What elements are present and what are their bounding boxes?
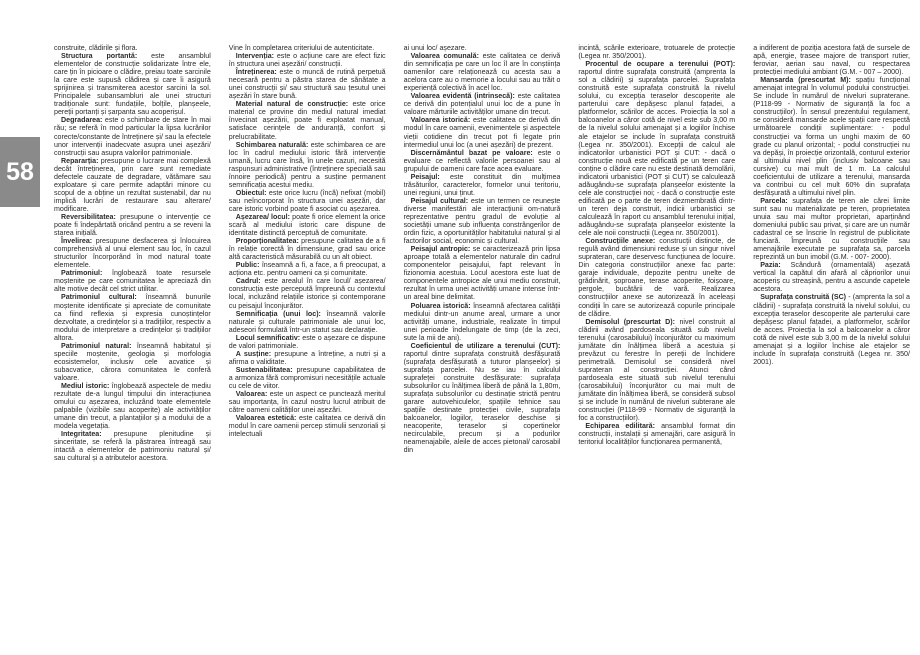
glossary-definition: este calitatea ce derivă din semnificația pe care un loc îl are în conștiința oamenilor care relaționează cu acesta sau a acelora care au o memorie a locului sau au trăit o experiență colectivă în acel loc. — [403, 52, 561, 93]
glossary-term: Pazia: — [760, 261, 781, 270]
text-column-4 — [578, 44, 735, 648]
text-column-1 — [54, 44, 211, 648]
glossary-definition: este orice lucru (încă) nefixat (mobil) sau neîncorporat în structura unei așezări, dar care istoric vorbind poate fi asociat cu așezarea. — [228, 188, 386, 213]
page-number-tab — [0, 137, 40, 207]
glossary-entry — [404, 52, 561, 92]
glossary-term: Patrimoniul cultural: — [61, 293, 137, 302]
glossary-term: Peisajul: — [410, 172, 440, 181]
text-column-5 — [753, 44, 910, 648]
page-number: 58 — [6, 157, 34, 186]
glossary-term: Patrimoniul: — [61, 269, 103, 278]
glossary-term: Patrimoniul natural: — [61, 341, 132, 350]
glossary-definition: este o așezare ce dispune de valori patrimoniale. — [228, 333, 386, 350]
glossary-definition: a indiferent de poziția acestora față de sursele de apă, energie, trasee majore de transport rutier, feroviar, aerian sau naval, cu respectarea protecției mediului ambiant (G.M. - 007 – 2000). — [753, 44, 910, 77]
glossary-entry — [229, 350, 386, 366]
glossary-term: Sustenabilitatea: — [235, 365, 293, 374]
glossary-term: Valoarea comunală: — [410, 52, 479, 61]
glossary-entry — [229, 390, 386, 414]
glossary-entry — [229, 141, 386, 189]
glossary-term: Semnificația (unui loc): — [235, 309, 321, 318]
glossary-definition: presupune o lucrare mai complexă decât întreținerea, prin care sunt remediate defectele cauzate de degradare, vătămare sau exploatare și care permite adaptări minore cu scopul de a obține un rezultat sustenabil, dar nu implică lucrări de restaurare sau alterare/ modificare. — [54, 156, 211, 213]
glossary-entry — [404, 44, 561, 52]
glossary-term: Schimbarea naturală: — [235, 140, 309, 149]
glossary-term: Intervenția: — [235, 52, 275, 61]
text-column-3 — [404, 44, 561, 648]
glossary-entry — [404, 197, 561, 245]
glossary-entry — [54, 293, 211, 341]
glossary-entry — [229, 52, 386, 68]
glossary-definition: construite, clădirile și flora. — [54, 44, 138, 52]
glossary-entry — [229, 213, 386, 237]
glossary-term: Integritatea: — [61, 430, 102, 439]
glossary-term: Procentul de ocupare a terenului (POT): — [585, 60, 736, 69]
glossary-term: Repararția: — [61, 156, 99, 165]
glossary-definition: este arealul în care locul/ așezarea/ construcția este percepută împreună cu contextul local, incluzând relațiile istorice și contemporane cu peisajul înconjurător. — [228, 277, 386, 310]
glossary-entry — [54, 213, 211, 237]
glossary-term: Poluarea istorică: — [410, 301, 471, 310]
glossary-entry — [753, 76, 910, 197]
glossary-entry — [229, 44, 386, 52]
glossary-entry — [753, 197, 910, 261]
glossary-definition: înglobează aspectele de mediu rezultate de-a lungul timpului din interacțiunea omului cu așezarea, incluzând toate elementele palpabile (vizibile sau acoperite) ale activităților umane din trecut, a plantațiilor și a modului de a modela vegetația. — [54, 381, 211, 431]
glossary-entry — [578, 237, 735, 317]
glossary-term: Proporționalitatea: — [235, 237, 299, 246]
glossary-entry — [404, 173, 561, 197]
glossary-term: Valoarea estetică: — [235, 414, 297, 423]
glossary-term: Material natural de construcție: — [235, 100, 349, 109]
glossary-definition: este o muncă de rutină perpetuă necesară pentru a păstra starea de sănătate a unei construcții și/ sau structură sau țesutul unei așezări în stare bună. — [228, 68, 386, 101]
glossary-entry — [54, 237, 211, 269]
glossary-definition: spațiu funcțional amenajat integral în volumul podului construcției. Se include în numărul de niveluri supraterane. (P118-99 - Normativ de siguranță la foc a construcțiilor). În sensul prezentului regulament, se consideră mansarde acele spații care respectă următoarele condiții suplimentare: - podul construcției va forma un unghi maxim de 60 grade cu planul orizontal; - podul construcției nu va depăși, în proiecție orizontală, conturul exterior al ultimului nivel plin (inclusiv balcoane sau cursive) cu mai mult de 1 m. La calculul coeficientului de utilizare a terenului, mansarda va contribui cu cel mult 60% din suprafața desfășurată a ultimului nivel plin. — [753, 76, 910, 197]
glossary-entry — [54, 44, 211, 52]
glossary-term: Locul semnificativ: — [235, 333, 301, 342]
glossary-entry — [578, 422, 735, 446]
glossary-definition: presupune desfacerea și înlocuirea comprehensivă al unui element sau loc, în cazul structurilor încorporând în mod natural toate elementele. — [54, 237, 211, 270]
glossary-entry — [229, 310, 386, 334]
glossary-definition: este ansamblul elementelor de construcție solidarizate între ele, care țin în picioare o clădire, preiau toate sarcinile la care este supusă clădirea și care îi asigură sprijinirea și transmiterea acestor sarcini la sol. Principalele subansambluri ale unei structuri tradiționale sunt: fundațiile, bolțile, planșeele, pereții portanți și șarpanta sau acoperișul. — [54, 52, 211, 117]
glossary-entry — [54, 382, 211, 430]
glossary-text — [54, 44, 910, 648]
glossary-definition: presupune a întreține, a nutri și a afirma o validitate. — [228, 349, 386, 366]
glossary-definition: Scândură (ornamentală) așezată vertical la capătul din afară al căpriorilor unui acoperiș cu streașină, pentru a ascunde capetele acestora. — [753, 261, 910, 294]
glossary-definition: este schimbarea ce are loc în cadrul mediului istoric fără intervenție umană, lucru care însă, în unele cazuri, necesită raspunsuri administrative (întreținere specială sau înnoire periodică) pentru a susține permanent semnificația acestui mediu. — [228, 140, 386, 189]
glossary-definition: presupune o intervenție ce poate fi îndepărtată oricând pentru a se reveni la starea inițială. — [54, 212, 211, 238]
glossary-term: A susține: — [235, 349, 272, 358]
glossary-term: Întreținerea: — [235, 68, 277, 77]
glossary-definition: presupune calitatea de a fi în relație corectă în dimensiune, grad sau orice altă caracteristică măsurabilă cu un alt obiect. — [228, 237, 386, 262]
glossary-entry — [54, 52, 211, 116]
glossary-entry — [54, 342, 211, 382]
glossary-entry — [404, 245, 561, 301]
glossary-term: Demisolul (prescurtat D): — [585, 317, 676, 326]
glossary-entry — [54, 269, 211, 293]
glossary-definition: se caracterizează prin lipsa aproape totală a elementelor naturale din cadrul componentelor peisajului, fapt relevant în fizionomia acestuia. Locul acestora este luat de componentele antropice ale unui mediu construit, rezultat în urma unei activități umane intense într-un areal bine delimitat. — [403, 245, 561, 302]
glossary-term: Discernământul bazat pe valoare: — [410, 148, 533, 157]
glossary-definition: construcții distincte, de regulă având dimensiuni reduse și un singur nivel suprateran, care deservesc funcțiunea de locuire. Din categoria construcțiilor anexe fac parte: garaje individuale, depozite pentru unelte de grădinărit, șoproane, terase acoperite, foișoare, pergole, bucătării de vară. Realizarea construcțiilor anexe se autorizează în aceleași condiții în care se autorizează copurile principale de clădire. — [578, 237, 736, 318]
glossary-entry — [229, 261, 386, 277]
glossary-definition: este calitatea ce derivă din modul în care oamenii percep stimulii senzoriali și intelectuali — [228, 414, 386, 439]
glossary-entry — [229, 277, 386, 309]
glossary-definition: este un aspect ce punctează meritul sau importanța, în cazul nostru lucrul atribuit de către oameni calităților unei așezări. — [228, 390, 386, 415]
glossary-definition: presupune plenitudine și sinceritate, se referă la păstrarea întreagă sau intactă a elementelor de patrimoniu natural și/ sau cultural și a atributelor acestora. — [54, 430, 211, 463]
glossary-term: Obiectul: — [235, 188, 267, 197]
glossary-term: Valoarea: — [235, 390, 268, 399]
glossary-entry — [404, 302, 561, 342]
glossary-definition: este o evaluare ce reflectă valorile persoanei sau al grupului de oameni care face acea evaluare. — [403, 148, 561, 173]
glossary-definition: raportul dintre suprafața construită (amprenta la sol a clădirii) și suprafața parcelei. Suprafața construită este suprafața construită la nivelul solului, cu excepția teraselor descoperite ale parterului care depășesc planul fațadei, a platformelor, scărilor de acces. Proiecția la sol a balcoanelor a căror cotă de nivel este sub 3,00 m de la nivelul solului amenajat și a logiilor închise ale etajelor se include în suprafața construită (Legea nr. 350/2001). Excepții de calcul ale indicatorilor urbanistici POT și CUT: - dacă o construcție nouă este edificată pe un teren care conține o clădire care nu este destinată demolării, indicatorii urbanistici (POT și CUT) se calculează adăugându-se suprafața planșeelor existente la cele ale construcției noi; - dacă o construcție este edificată pe o parte de teren dezmembrată dintr-un teren deja construit, indicii urbanistici se calculează în raport cu ansamblul terenului inițial, adăugându-se suprafața planșeelor existente la cele ale noii construcții (Legea nr. 350/2001). — [578, 68, 736, 238]
glossary-definition: este o acțiune care are efect fizic în structura unei așezări/ construcții. — [228, 52, 386, 69]
glossary-definition: nivel construit al clădirii având pardoseala situată sub nivelul terenului (carosabilului) înconjurător cu maximum jumătate din înălțimea liberă a acestuia și prevăzut cu ferestre în pereții de închidere perimetrală. Demisolul se consideră nivel suprateran al construcției. Atunci când pardoseala este situată sub nivelul terenului (carosabilului) înconjurător cu mai mult de jumătate din înălțimea liberă, se consideră subsol și se include în numărul de niveluri subterane ale construcției (P118-99 - Normativ de siguranță la foc a construcțiilor). — [578, 317, 736, 423]
glossary-term: Mediul istoric: — [61, 381, 110, 390]
glossary-definition: este un termen ce reunește diverse manifestări ale interacțiunii om-natură reprezentative pentru gradul de evoluție al societății umane sub influența constrângerilor de ordin fizic, a oportunităților habitatului natural și al factorilor social, economic și cultural. — [403, 196, 561, 246]
glossary-definition: este orice material ce provine din mediul natural imediat învecinat așezării, poate fi exploatat manual, satisface cerințele de anduranță, confort și prelucrabilitate. — [228, 100, 386, 141]
glossary-definition: ansamblul format din construcții, instalații și amenajări, care asigură în teritoriul localităților funcționarea permanentă, — [578, 422, 736, 447]
glossary-entry — [229, 414, 386, 438]
glossary-term: Peisajul cultural: — [410, 196, 469, 205]
glossary-entry — [54, 157, 211, 213]
text-column-2 — [229, 44, 386, 648]
glossary-definition: Vine în completarea criteriului de autenticitate. — [228, 44, 375, 52]
glossary-term: Învelirea: — [61, 237, 93, 246]
glossary-term: Suprafața construită (SC) — [760, 293, 847, 302]
glossary-entry — [229, 68, 386, 100]
glossary-entry — [578, 318, 735, 423]
glossary-entry — [229, 189, 386, 213]
glossary-definition: raportul dintre suprafața construită desfășurată (suprafața desfășurată a tuturor planșeelor) și suprafața parcelei. Nu se iau în calculul suprafeței construite desfășurate: suprafața subsolurilor cu înălțimea liberă de până la 1,80m, suprafața subsolurilor cu destinație strictă pentru garare autovehiculelor, spațiile tehnice sau spațiile destinate protecției civile, suprafața balcoanelor, logiilor, teraselor deschise și neacoperite, teraselor și copertinelor necirculabile, precum și a podurilor neamenajabile, aleile de acces pietonal/ carosabil din — [403, 349, 561, 455]
glossary-term: Valoarea evidentă (intrinsecă): — [410, 92, 515, 101]
glossary-entry — [404, 149, 561, 173]
glossary-entry — [753, 293, 910, 365]
glossary-term: Reversibilitatea: — [61, 212, 116, 221]
glossary-term: Mansarda (prescurtat M): — [760, 76, 851, 85]
glossary-entry — [578, 60, 735, 237]
glossary-entry — [404, 92, 561, 116]
glossary-entry — [229, 100, 386, 140]
glossary-definition: presupune capabilitatea de a armoniza fără compromisuri necesitățile actuale cu cele de viitor. — [228, 365, 386, 390]
glossary-entry — [404, 116, 561, 148]
glossary-definition: ai unui loc/ așezare. — [403, 44, 467, 52]
glossary-definition: înseamnă habitatul și speciile moștenite, geologia și morfologia ecosistemelor, inclusiv cele acvatice și subacvatice, cărora comunitatea le conferă valoare. — [54, 341, 211, 382]
glossary-entry — [229, 366, 386, 390]
glossary-term: Cadrul: — [235, 277, 261, 286]
glossary-definition: este o schimbare de stare în mai rău; se referă în mod particular la lipsa lucrărilor corecte/constante de întreținere și/ sau la efectele unor intervenții inadecvate asupra unei așezări/ construcții sau asupra valorilor patrimoniale. — [54, 116, 211, 157]
glossary-definition: incintă, scările exterioare, trotuarele de protecție (Legea nr. 350/2001). — [578, 44, 736, 61]
glossary-entry — [54, 430, 211, 462]
glossary-term: Public: — [235, 261, 260, 270]
glossary-definition: suprafața de teren ale cărei limite sunt sau nu materializate pe teren, proprietatea unuia sau mai multor proprietari, aparținând domeniului public sau privat, și care are un număr cadastral ce se înscrie în registrul de publicitate funciară. Împreună cu construcțiile sau amenajările executate pe suprafața sa, parcela reprezintă un bun imobil (G.M. - 007- 2000). — [753, 196, 910, 262]
glossary-definition: este calitatea ce derivă din potențialul unui loc de a pune în valoare mărturiile activităților umane din trecut. — [403, 92, 561, 117]
glossary-term: Degradarea: — [61, 116, 103, 125]
glossary-entry — [753, 44, 910, 76]
glossary-definition: înseamnă valorile naturale și culturale patrimoniale ale unui loc, adeseori formulată într-un statut sau declarație. — [228, 309, 386, 334]
glossary-term: Construcțiile anexe: — [585, 237, 656, 246]
glossary-definition: este calitatea ce derivă din modul în care oamenii, evenimentele și aspectele vieții cotidiene din trecut pot fi legate prin intermediul unui loc (a unei așezări) de prezent. — [403, 116, 561, 149]
glossary-definition: înseamnă bunurile moștenite identificate și apreciate de comunitate ca fiind reflexia și expresia cunoștințelor dezvoltate, a credințelor și a tradițiilor, respectiv a modului de interpretare a credințelor și tradițiilor altora. — [54, 293, 211, 342]
glossary-term: Parcela: — [760, 196, 788, 205]
glossary-definition: înseamnă a fi, a face, a fi preocupat, a acționa etc. pentru oameni ca și comunitate. — [228, 261, 386, 278]
glossary-definition: este constituit din mulțimea trăsăturilor, caracterelor, formelor unui teritoriu, unei regiuni, unui ținut. — [403, 172, 561, 197]
glossary-definition: înseamnă afectarea calității mediului dintr-un anume areal, urmare a unor activități umane, industriale, realizate în timpul unei perioade îndelungate de timp (de la zeci, sute la mii de ani). — [403, 301, 561, 342]
glossary-definition: înglobează toate resursele moștenite pe care comunitatea le apreciază din alte motive decât cel strict utilitar. — [54, 269, 211, 294]
glossary-term: Echiparea edilitară: — [585, 422, 655, 431]
glossary-entry — [229, 237, 386, 261]
glossary-entry — [54, 116, 211, 156]
glossary-term: Structura portantă: — [61, 52, 138, 61]
glossary-term: Peisajul antropic: — [410, 245, 471, 254]
glossary-definition: poate fi orice element la orice scară al mediului istoric care dispune de identitate distinctă perceptuă de comunitate. — [228, 212, 386, 238]
glossary-entry — [229, 334, 386, 350]
glossary-entry — [578, 44, 735, 60]
glossary-entry — [404, 342, 561, 455]
glossary-term: Așezarea/ locul: — [235, 212, 290, 221]
glossary-term: Valoarea istorică: — [410, 116, 471, 125]
glossary-term: Coeficientul de utilizare a terenului (CUT): — [410, 341, 561, 350]
glossary-definition: - (amprenta la sol a clădirii) - suprafața construită la nivelul solului, cu excepția teraselor descoperite ale parterului care depășesc planul fațadei, a platformelor, scărilor de acces. Proiecția la sol a balcoanelor a căror cotă de nivel este sub 3,00 m de la nivelul solului amenajat și a logiilor închise ale etajelor se include în suprafața construită (Legea nr. 350/ 2001). — [753, 293, 910, 366]
glossary-entry — [753, 261, 910, 293]
